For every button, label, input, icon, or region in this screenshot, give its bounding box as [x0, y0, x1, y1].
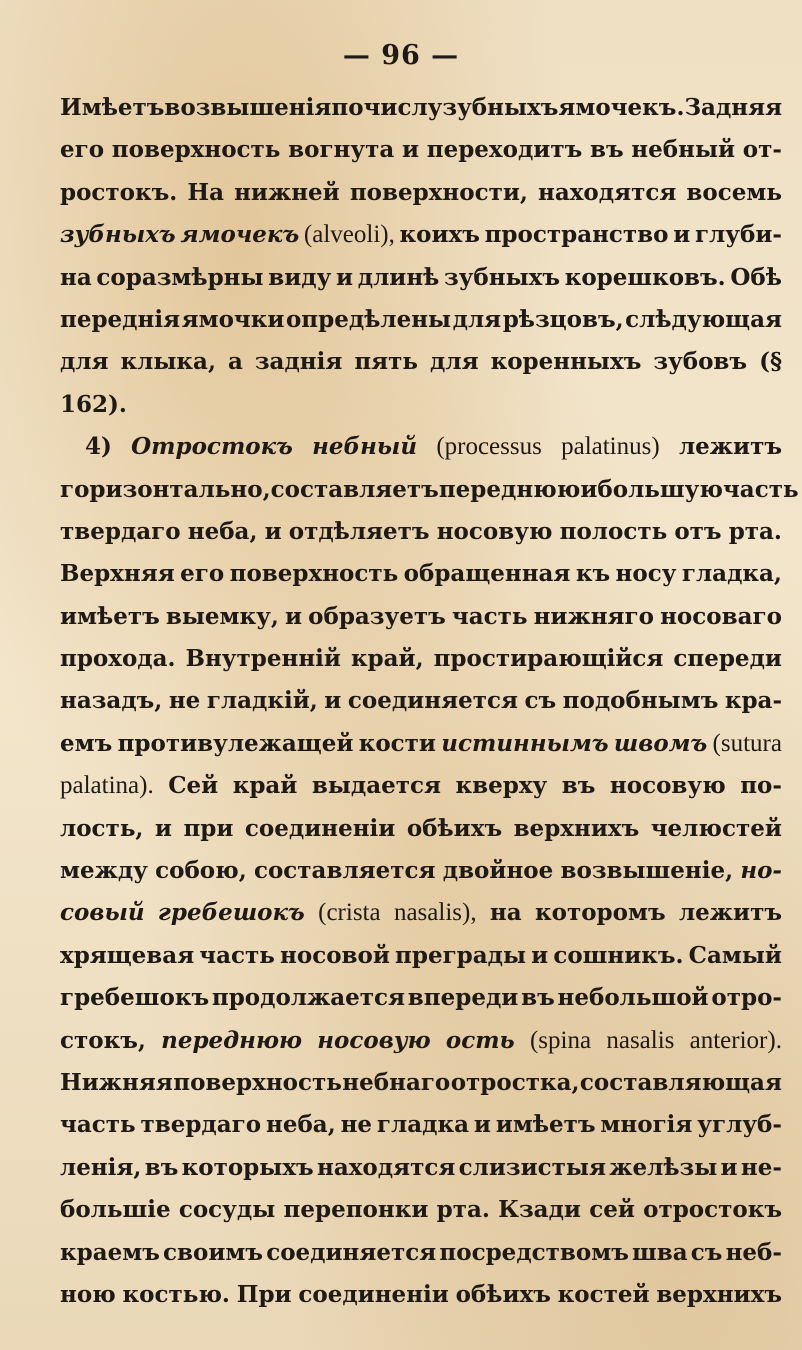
word: сосуды [178, 1196, 276, 1224]
word: имѣетъ [60, 602, 160, 630]
latin-term: nasalis [606, 1026, 675, 1054]
word: своимъ [163, 1238, 264, 1266]
word: рта. [436, 1196, 490, 1224]
word: лежитъ [678, 433, 782, 461]
word: въ [589, 136, 624, 164]
latin-term: palatinus) [561, 433, 660, 461]
word: краемъ [60, 1238, 160, 1266]
word: многія [600, 1111, 693, 1139]
word: коренныхъ [490, 348, 642, 376]
text-line [60, 603, 782, 645]
word: костей [557, 1280, 650, 1308]
word: числу [363, 94, 443, 121]
word: не [340, 1111, 373, 1139]
word: для [60, 348, 109, 376]
italic-term: зубныхъ [60, 221, 176, 249]
word: противулежащей [117, 729, 354, 757]
italic-term: швомъ [613, 729, 708, 757]
word: и [473, 1111, 491, 1139]
word: съ [524, 687, 557, 715]
word: и [264, 517, 282, 545]
word: обѣихъ [406, 814, 503, 842]
word: переднюю [438, 475, 581, 503]
word: двойное [442, 857, 554, 885]
word: стокъ, [60, 1026, 146, 1054]
word: гребешокъ [60, 984, 210, 1012]
text-line [60, 1027, 782, 1069]
word: перепонки [283, 1196, 429, 1224]
word: Сей [168, 772, 219, 800]
word: зубовъ [653, 348, 748, 376]
word: опредѣлены [285, 305, 452, 333]
word: небольшой [557, 984, 709, 1012]
word: обращенная [403, 560, 571, 588]
text-line [60, 1154, 782, 1196]
word: челюстей [650, 814, 782, 842]
word: сей [589, 1196, 635, 1224]
word: соединяется [266, 1238, 437, 1266]
word: въ [144, 1153, 179, 1181]
word: посредствомъ [439, 1238, 629, 1266]
word: гладка, [681, 560, 782, 588]
text-line [60, 1069, 782, 1111]
latin-term: anterior). [689, 1026, 782, 1054]
text-line [60, 433, 782, 475]
word: ямочки [181, 305, 285, 333]
word: твердаго [140, 1111, 262, 1139]
word: Верхняя [60, 560, 175, 588]
word: составляется [253, 857, 436, 885]
word: При [236, 1280, 292, 1308]
word: часть [722, 475, 799, 503]
text-line [60, 942, 782, 984]
word: неба, [187, 517, 258, 545]
word: не- [740, 1153, 782, 1181]
word: нижней [234, 178, 340, 206]
italic-term: ямочекъ [180, 221, 300, 249]
word: 4) [85, 433, 112, 461]
word: рѣзцовъ, [502, 305, 624, 333]
italic-term: совый [60, 899, 145, 927]
word: соединеніи [244, 814, 396, 842]
word: коихъ [399, 221, 480, 249]
word: часть [60, 1111, 136, 1139]
word: рта. [728, 517, 782, 545]
text-line [60, 94, 782, 136]
text-line [60, 1239, 782, 1281]
latin-term: (sutura [712, 729, 782, 757]
italic-term: Отростокъ [131, 433, 293, 461]
word: емъ [60, 729, 113, 757]
word: гладкій, [206, 687, 318, 715]
word: виду [268, 263, 332, 291]
word: соразмѣрны [96, 263, 264, 291]
word: выдается [311, 772, 442, 800]
word: при [183, 814, 234, 842]
text-line [60, 1111, 782, 1153]
word: углуб- [697, 1111, 782, 1139]
word: прохода. [60, 645, 176, 673]
word: неб- [725, 1238, 782, 1266]
word: и [673, 221, 691, 249]
word: ростокъ. [60, 178, 178, 206]
word: соединеніи [298, 1280, 449, 1308]
latin-term: (processus [436, 433, 542, 461]
text-line [60, 391, 782, 433]
word: заднія [254, 348, 343, 376]
word: ленія, [60, 1153, 142, 1181]
word: и [154, 814, 172, 842]
word: впереди [407, 984, 519, 1012]
word: и [720, 1153, 738, 1181]
word: находятся [537, 178, 677, 206]
word: собою, [155, 857, 247, 885]
word: слѣдующая [625, 305, 782, 333]
word: не [168, 687, 201, 715]
text-line [60, 348, 782, 390]
word: нижняго [533, 602, 654, 630]
word: а [227, 348, 243, 376]
word: отдѣляетъ [288, 517, 430, 545]
word: составляетъ [270, 475, 439, 503]
text-line [60, 221, 782, 263]
word: клыка, [120, 348, 216, 376]
italic-term: ость [445, 1026, 515, 1054]
word: возвышенія [164, 94, 332, 121]
word: и [580, 475, 598, 503]
word: на [60, 263, 92, 291]
text-line [60, 136, 782, 178]
word: въ [561, 772, 596, 800]
latin-term: (spina [529, 1026, 592, 1054]
text-line [60, 518, 782, 560]
word: находятся [316, 1153, 456, 1181]
word: соединяется [347, 687, 518, 715]
word: по- [740, 772, 782, 800]
word: верхнихъ [656, 1280, 782, 1308]
word: носовую [436, 517, 553, 545]
word: часть [199, 941, 275, 969]
word: которыхъ [181, 1153, 314, 1181]
word: которомъ [535, 899, 666, 927]
text-line [60, 730, 782, 772]
word: по [331, 94, 364, 121]
word: зубныхъ [442, 94, 559, 121]
word: Самый [688, 941, 782, 969]
word: Обѣ [730, 263, 782, 291]
italic-term: небный [312, 433, 418, 461]
word: край, [350, 645, 424, 673]
word: длинѣ [357, 263, 440, 291]
word: и [401, 136, 420, 164]
word: костью. [122, 1280, 230, 1308]
text-line [60, 645, 782, 687]
word: кра- [724, 687, 782, 715]
word: твердаго [60, 517, 181, 545]
word: пять [354, 348, 419, 376]
word: составляющая [579, 1068, 782, 1096]
word: шва [632, 1238, 688, 1266]
word: верхнихъ [513, 814, 640, 842]
word: лежитъ [678, 899, 782, 927]
text-line [60, 560, 782, 602]
word: и [531, 941, 549, 969]
word: и [284, 602, 303, 630]
word: носовую [609, 772, 726, 800]
word: спереди [673, 645, 782, 673]
word: зубныхъ [444, 263, 561, 291]
word: Кзади [498, 1196, 581, 1224]
word: Задняя [684, 94, 783, 121]
word: край [232, 772, 298, 800]
text-line [60, 899, 782, 941]
text-line [60, 984, 782, 1026]
word: Внутренній [185, 645, 341, 673]
word: на [489, 899, 522, 927]
text-line [60, 687, 782, 729]
text-line [60, 179, 782, 221]
word: между [60, 857, 148, 885]
word: съ [690, 1238, 723, 1266]
word: часть [451, 602, 528, 630]
word: къ [575, 560, 611, 588]
word: пространство [484, 221, 669, 249]
word: лость, [60, 814, 144, 842]
word: небнаго [342, 1068, 451, 1096]
word: (§ [759, 348, 782, 376]
italic-term: но- [740, 857, 782, 885]
word: поверхность [229, 560, 399, 588]
italic-term: носовую [317, 1026, 431, 1054]
word: вогнута [288, 136, 395, 164]
word: переходитъ [426, 136, 583, 164]
word: желѣзы [609, 1153, 718, 1181]
word: большіе [60, 1196, 171, 1224]
word: поверхность [173, 1068, 342, 1096]
word: кверху [455, 772, 548, 800]
word: хрящевая [60, 941, 195, 969]
word: отъ [674, 517, 722, 545]
word: сошникъ. [553, 941, 684, 969]
latin-term: nasalis), [393, 899, 477, 927]
italic-term: переднюю [161, 1026, 303, 1054]
word: Имѣетъ [60, 94, 165, 121]
word: его [180, 560, 225, 588]
text-line [60, 1196, 782, 1238]
word: Нижняя [60, 1068, 173, 1096]
word: носоваго [660, 602, 782, 630]
word: продолжается [211, 984, 406, 1012]
word: носовой [280, 941, 390, 969]
word: отро- [711, 984, 782, 1012]
word: горизонтально, [60, 475, 271, 503]
word: и [324, 687, 342, 715]
word: выемку, [165, 602, 279, 630]
page-number: — 96 — [342, 40, 460, 71]
word: для [430, 348, 479, 376]
word: ною [60, 1280, 116, 1308]
word: небный [631, 136, 736, 164]
word: образуетъ [308, 602, 446, 630]
word: На [187, 178, 224, 206]
word: имѣетъ [495, 1111, 596, 1139]
word: поверхности, [349, 178, 528, 206]
text-line [60, 306, 782, 348]
word: отростка, [450, 1068, 580, 1096]
word: глуби- [694, 221, 782, 249]
word: полость [559, 517, 668, 545]
text-line [60, 857, 782, 899]
word: восемь [686, 178, 782, 206]
word: его [60, 136, 105, 164]
word: поверхность [111, 136, 281, 164]
body-text [60, 94, 799, 1323]
text-line [60, 815, 782, 857]
word: слизистыя [458, 1153, 606, 1181]
word: гладка [376, 1111, 469, 1139]
word: корешковъ. [564, 263, 726, 291]
latin-term: (crista [318, 899, 381, 927]
word: и [336, 263, 354, 291]
word: ямочекъ. [558, 94, 685, 121]
word: кости [358, 729, 436, 757]
word: от- [742, 136, 782, 164]
word: 162). [60, 390, 127, 418]
word: преграды [395, 941, 527, 969]
text-line [60, 1281, 782, 1323]
italic-term: гребешокъ [157, 899, 305, 927]
italic-term: истиннымъ [441, 729, 609, 757]
word: назадъ, [60, 687, 163, 715]
text-line [60, 475, 799, 518]
word: большую [597, 475, 723, 503]
word: простирающійся [433, 645, 664, 673]
word: возвышеніе, [560, 857, 734, 885]
text-line [60, 772, 782, 814]
word: обѣихъ [455, 1280, 551, 1308]
word: носу [615, 560, 677, 588]
word: для [452, 305, 502, 333]
latin-term: palatina). [60, 772, 154, 800]
word: подобнымъ [562, 687, 719, 715]
word: переднія [60, 305, 181, 333]
word: неба, [265, 1111, 336, 1139]
word: отростокъ [643, 1196, 782, 1224]
word: въ [521, 984, 555, 1012]
latin-term: (alveoli), [303, 221, 395, 249]
text-line [60, 264, 782, 306]
